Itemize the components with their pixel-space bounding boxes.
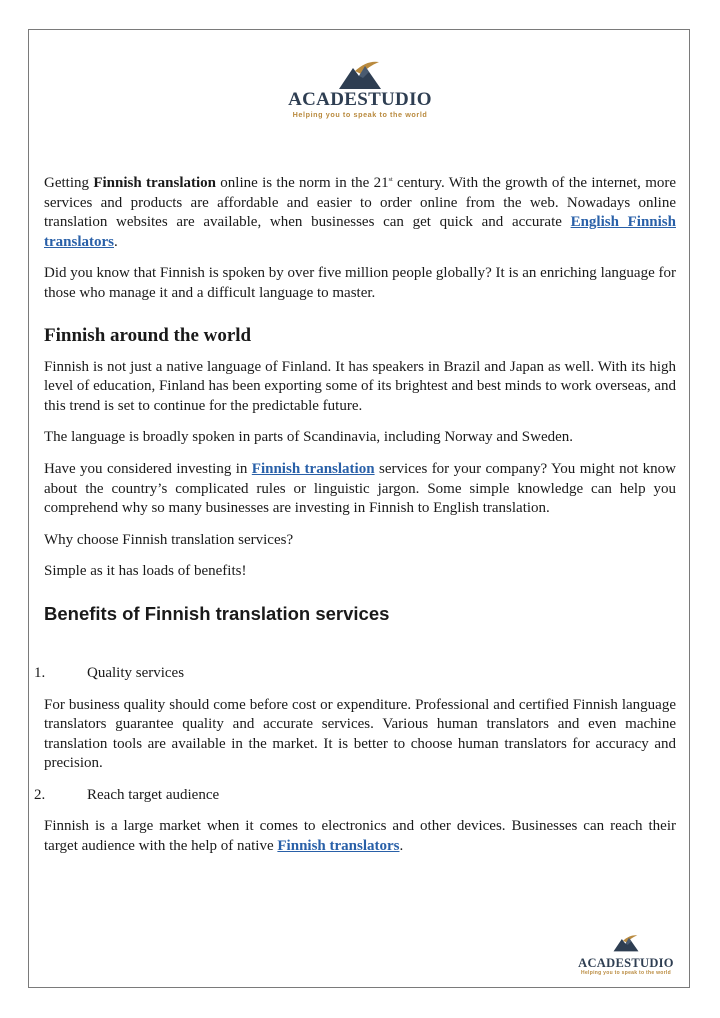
logo-tagline: Helping you to speak to the world: [581, 970, 671, 976]
finnish-translation-link[interactable]: Finnish translation: [251, 460, 375, 477]
list-item: [34, 664, 676, 684]
logo-footer: [574, 933, 678, 977]
intro-paragraph-2: Did you know that Finnish is spoken by over five million people globally? It is an enriching language for those who manage it and a difficult language to master.: [44, 265, 676, 301]
benefit-paragraph-1: For business quality should come before cost or expenditure. Professional and certified Finnish language translators guarantee quality and accurate services. Various human translators and even machine translation tools are available in the market. It is better to choose human translators for accuracy and precision.: [44, 696, 676, 772]
list-title: Reach target audience: [87, 786, 220, 803]
intro-paragraph-1: Getting Finnish translation online is the norm in the 21st century. With the growth of the internet, more services and products are affordable and easier to order online from the web. Nowadays online translation websites are available, when businesses can get quick and accurate English Finnish translators.: [44, 175, 677, 250]
list-number: 1.: [34, 664, 46, 681]
mountain-logo-icon: [335, 58, 385, 90]
world-paragraph-2: The language is broadly spoken in parts of Scandinavia, including Norway and Sweden.: [44, 429, 574, 446]
world-paragraph-4: Why choose Finnish translation services?: [44, 531, 294, 548]
document-body: [34, 174, 677, 869]
logo-name: ACADESTUDIO: [288, 89, 432, 110]
world-paragraph-3: Have you considered investing in Finnish translation services for your company? You might not know about the country’s complicated rules or linguistic jargon. Some simple knowledge can help you comprehend why so many businesses are investing in Finnish to English translation.: [44, 460, 676, 517]
logo-tagline: Helping you to speak to the world: [292, 110, 428, 119]
logo-name: ACADESTUDIO: [578, 956, 674, 970]
finnish-translators-link[interactable]: Finnish translators: [277, 838, 400, 855]
world-paragraph-1: Finnish is not just a native language of Finland. It has speakers in Brazil and Japan as well. With its high level of education, Finland has been exporting some of its brightest and best minds to work overseas, and this trend is set to continue for the predictable future.: [44, 358, 676, 414]
world-paragraph-5: Simple as it has loads of benefits!: [44, 563, 247, 580]
superscript-st: st: [388, 177, 393, 183]
benefit-paragraph-2: Finnish is a large market when it comes to electronics and other devices. Businesses can reach their target audience with the help of native Finnish translators.: [44, 818, 676, 855]
list-title: Quality services: [87, 664, 185, 681]
list-number: 2.: [34, 786, 46, 803]
section-heading-benefits: Benefits of Finnish translation services: [44, 602, 390, 624]
bold-term: Finnish translation: [93, 175, 216, 191]
section-heading-world: Finnish around the world: [44, 324, 252, 346]
mountain-logo-icon: [611, 933, 641, 952]
list-item: [34, 786, 676, 806]
logo-header: [280, 58, 440, 120]
english-finnish-translators-link[interactable]: English Finnish translators: [44, 214, 676, 250]
